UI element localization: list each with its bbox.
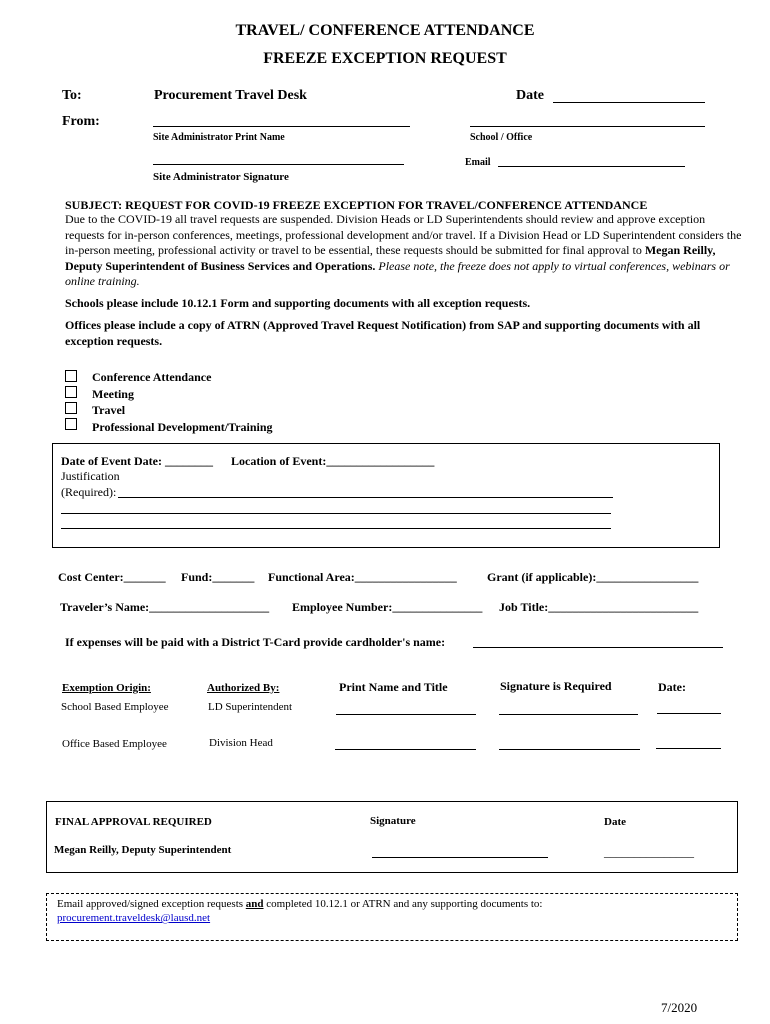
school-print-name-field[interactable] (336, 714, 476, 715)
school-office-field[interactable] (470, 126, 705, 127)
justification-line-1[interactable] (118, 497, 613, 498)
date-header: Date: (658, 680, 686, 694)
school-date-field[interactable] (657, 713, 721, 714)
virtual-note: Please note, the freeze does not apply to virtual conferences, webinars or online training. (65, 258, 730, 288)
final-date-label: Date (604, 816, 626, 828)
travel-checkbox[interactable] (65, 402, 77, 414)
email-text-and: and (245, 898, 264, 910)
site-admin-signature-field[interactable] (153, 164, 404, 165)
job-title-field[interactable]: Job Title:_________________________ (499, 600, 699, 614)
authorized-division-head: Division Head (209, 737, 273, 749)
signature-required-header: Signature is Required (500, 679, 612, 693)
grant-field[interactable]: Grant (if applicable):_________________ (487, 570, 699, 584)
travel-label: Travel (92, 403, 126, 417)
email-field[interactable] (498, 166, 685, 167)
revision-date: 7/2020 (661, 1000, 698, 1015)
event-location-field[interactable]: Location of Event:__________________ (231, 454, 435, 468)
final-signature-label: Signature (370, 815, 416, 827)
justification-label: Justification (61, 469, 120, 483)
offices-note: Offices please include a copy of ATRN (Approved Travel Request Notification) from SAP and supporting documents with all exception requests. (65, 318, 701, 348)
professional-development-label: Professional Development/Training (92, 420, 273, 434)
intro-text: Due to the COVID-19 all travel requests are suspended. Division Heads or LD Superintendents should review and approve exception requests for in-person conferences, meetings, professional development and/or travel. If a Division Head or LD Superintendent considers the in-person meeting, professional activity or travel to be essential, these requests should be submitted for final approval to (65, 212, 742, 257)
to-label: To: (62, 88, 82, 103)
conference-attendance-label: Conference Attendance (92, 370, 212, 384)
final-approval-label: FINAL APPROVAL REQUIRED (55, 816, 212, 828)
office-date-field[interactable] (656, 748, 721, 749)
tcard-cardholder-field[interactable] (473, 647, 723, 648)
to-value: Procurement Travel Desk (154, 88, 307, 103)
school-signature-field[interactable] (499, 714, 638, 715)
email-label: Email (465, 157, 491, 168)
subject-line: SUBJECT: REQUEST FOR COVID-19 FREEZE EXCEPTION FOR TRAVEL/CONFERENCE ATTENDANCE (65, 198, 648, 212)
required-label: (Required): (61, 485, 117, 499)
procurement-email-link[interactable]: procurement.traveldesk@lausd.net (57, 912, 211, 924)
email-instructions (57, 898, 542, 910)
conference-attendance-checkbox[interactable] (65, 370, 77, 382)
professional-development-checkbox[interactable] (65, 418, 77, 430)
functional-area-field[interactable]: Functional Area:_________________ (268, 570, 457, 584)
final-approver-name: Megan Reilly, Deputy Superintendent (54, 844, 232, 856)
from-label: From: (62, 114, 100, 129)
approver-name: Megan Reilly, Deputy Superintendent of Business Services and Operations. (65, 243, 716, 273)
email-text-before: Email approved/signed exception requests (57, 898, 246, 910)
origin-school: School Based Employee (61, 701, 169, 713)
office-signature-field[interactable] (499, 749, 640, 750)
email-text-after: completed 10.12.1 or ATRN and any supporting documents to: (263, 898, 543, 910)
origin-office: Office Based Employee (62, 738, 167, 750)
final-approval-box (46, 801, 738, 873)
intro-paragraph (65, 212, 745, 290)
form-title-line2: FREEZE EXCEPTION REQUEST (263, 50, 507, 67)
traveler-name-field[interactable]: Traveler’s Name:____________________ (60, 600, 270, 614)
site-admin-print-name-field[interactable] (153, 126, 410, 127)
site-admin-sig-label: Site Administrator Signature (153, 171, 289, 183)
employee-number-field[interactable]: Employee Number:_______________ (292, 600, 483, 614)
final-date-field[interactable]: _______________ (604, 845, 694, 859)
school-office-label: School / Office (470, 132, 533, 143)
justification-line-2[interactable] (61, 513, 611, 514)
final-signature-field[interactable] (372, 857, 548, 858)
meeting-checkbox[interactable] (65, 386, 77, 398)
tcard-label: If expenses will be paid with a District T-Card provide cardholder's name: (65, 635, 446, 649)
event-date-field[interactable]: Date of Event Date: ________ (61, 454, 213, 468)
justification-line-3[interactable] (61, 528, 611, 529)
cost-center-field[interactable]: Cost Center:_______ (58, 570, 166, 584)
authorized-by-header: Authorized By: (207, 682, 280, 694)
print-name-header: Print Name and Title (339, 680, 448, 694)
meeting-label: Meeting (92, 387, 134, 401)
form-title-line1: TRAVEL/ CONFERENCE ATTENDANCE (235, 22, 535, 39)
schools-note: Schools please include 10.12.1 Form and supporting documents with all exception requests. (65, 296, 531, 310)
exemption-origin-header: Exemption Origin: (62, 682, 151, 694)
authorized-ld-superintendent: LD Superintendent (208, 701, 293, 713)
date-field[interactable] (553, 102, 705, 103)
office-print-name-field[interactable] (335, 749, 476, 750)
fund-field[interactable]: Fund:_______ (181, 570, 255, 584)
date-label: Date (516, 88, 544, 103)
site-admin-print-label: Site Administrator Print Name (153, 132, 285, 143)
